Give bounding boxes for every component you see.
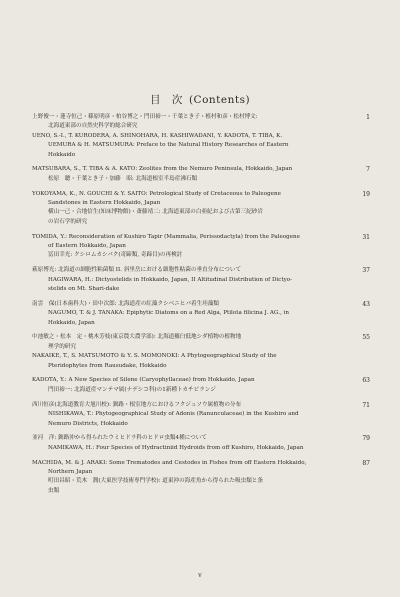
title-japanese: 目 次 bbox=[149, 94, 183, 106]
toc-page-number: 43 bbox=[362, 300, 370, 308]
toc-entry-line: Nemuro Districts, Hokkaido bbox=[48, 420, 128, 427]
toc-entry-line: TOMIDA, Y.: Reconsideration of Kushiro Tapir (Mammalia, Perissodactyla) from the Paleogene bbox=[32, 233, 300, 240]
toc-entry-line: 北海道東部の自然史科学的総合研究 bbox=[48, 123, 138, 130]
toc-page-number: 37 bbox=[362, 267, 370, 275]
toc-entry-line: YOKOYAMA, K., N. GOUCHI & Y. SAITO: Petrological Study of Cretaceous to Paleogene bbox=[32, 190, 281, 197]
toc-entry-line: stelids on Mt. Shari-dake bbox=[48, 286, 120, 293]
table-of-contents bbox=[32, 113, 370, 502]
toc-entry-line: 理学的研究 bbox=[48, 343, 76, 350]
toc-page-number: 1 bbox=[366, 114, 370, 121]
toc-page-number: 79 bbox=[362, 435, 370, 443]
toc-entry-line: Sandstones in Eastern Hokkaido, Japan bbox=[48, 200, 161, 207]
toc-page-number: 87 bbox=[362, 459, 370, 467]
toc-entry bbox=[32, 300, 370, 328]
toc-entry-line: 萩原博光: 北海道の細胞性粘菌類 II. 斜里岳における細胞性粘菌の垂直分布について bbox=[32, 267, 242, 274]
toc-entry-line: KADOTA, Y.: A New Species of Silene (Caryophyllaceae) from Hokkaido, Japan bbox=[32, 377, 255, 384]
toc-entry-line: Hokkaido bbox=[48, 151, 76, 158]
toc-entry-line: 町田昌昭・荒木 潤(大東医学技術専門学校): 道東沖の海産魚から得られた吸虫類と条 bbox=[48, 478, 263, 485]
toc-entry-line: 門田裕一: 北海道産マンテマ属(ナデシコ科)の1新種トカチビランジ bbox=[48, 386, 216, 393]
toc-entry-line: 中池敏之・松本 定・桃木芳枝(東京農大農学部): 北海道羅臼低地シダ植物の植物地 bbox=[32, 334, 242, 341]
toc-entry bbox=[32, 190, 370, 228]
toc-entry bbox=[32, 333, 370, 371]
page-title bbox=[0, 92, 400, 107]
toc-entry-line: MATSUBARA, S., T. TIBA & A. KATO: Zeolites from the Nemuro Peninsula, Hokkaido, Japan bbox=[32, 166, 293, 173]
toc-entry-line: Pteridophytes from Rausudake, Hokkaido bbox=[48, 362, 167, 369]
toc-entry-line: of Eastern Hokkaido, Japan bbox=[48, 243, 126, 250]
toc-entry-line: 南雲 保(日本歯科大)・田中次郎: 北海道産の紅藻クシベニヒバ着生珪藻類 bbox=[32, 300, 220, 307]
toc-page-number: 71 bbox=[362, 401, 370, 409]
toc-entry-line: NAGUMO, T. & J. TANAKA: Epiphytic Diatoms on a Red Alga, Ptilota filicina J. AG., in bbox=[48, 310, 289, 317]
toc-entry-line: Hokkaido, Japan bbox=[48, 319, 95, 326]
page-footer-number: v bbox=[198, 572, 202, 579]
toc-entry-line: の岩石学的研究 bbox=[48, 218, 88, 225]
toc-entry-line: MACHIDA, M. & J. ARAKI: Some Trematodes and Cestodes in Fishes from off Eastern Hokkaido, bbox=[32, 459, 307, 466]
toc-entry bbox=[32, 266, 370, 294]
toc-entry-line: NAKAIKE, T., S. MATSUMOTO & Y. S. MOMONOKI: A Phytogeographical Study of the bbox=[32, 353, 277, 360]
toc-entry-line: UENO, S.-I., T. KURODERA, A. SHINOHARA, H. KASHIWADANI, Y. KADOTA, T. TIBA, K. bbox=[32, 132, 283, 139]
toc-entry bbox=[32, 165, 370, 184]
toc-entry-line: 上野俊一・蓮寺恒己・篠原明彦・柏谷博之・門田裕一・千葉とき子・植村和彦・松村博文: bbox=[32, 114, 258, 120]
toc-entry bbox=[32, 113, 370, 160]
toc-entry bbox=[32, 459, 370, 497]
title-english: (Contents) bbox=[188, 94, 251, 106]
toc-entry bbox=[32, 376, 370, 395]
toc-entry-line: Northern Japan bbox=[48, 468, 93, 475]
toc-entry-line: UEMURA & H. MATSUMURA: Preface to the Natural History Researches of Eastern bbox=[48, 142, 289, 149]
toc-entry-line: 松原 聰・千葉とき子・加藤 昭: 北海道根室半島産沸石類 bbox=[48, 175, 198, 182]
toc-page-number: 7 bbox=[366, 166, 370, 174]
toc-entry-line: 冨田幸光: クシロムカシバク(奇蹄類, 奇蹄目)の再検討 bbox=[48, 252, 183, 259]
toc-entry-line: HAGIWARA, H.: Dictyostelids in Hokkaido, Japan, II Altitudinal Distribution of Dictyo- bbox=[48, 276, 293, 283]
toc-page-number: 19 bbox=[362, 190, 370, 198]
toc-entry-line: 並河 洋: 釧路沖から得られたウミヒドラ科のヒドロ虫類4種について bbox=[32, 435, 207, 442]
toc-entry bbox=[32, 434, 370, 453]
toc-page-number: 55 bbox=[362, 334, 370, 342]
toc-entry-line: 虫類 bbox=[48, 487, 60, 494]
toc-entry-line: NISHIKAWA, T.: Phytogeographical Study of Adonis (Ranunculaceae) in the Kushiro and bbox=[48, 411, 299, 418]
toc-page-number: 63 bbox=[362, 377, 370, 385]
toc-entry bbox=[32, 233, 370, 261]
toc-page-number: 31 bbox=[362, 233, 370, 241]
toc-entry bbox=[32, 401, 370, 429]
toc-entry-line: 西川恒彦(北海道教育大旭川校): 釧路・根室地方におけるフクジュソウ属植物の分布 bbox=[32, 401, 242, 408]
toc-entry-line: NAMIKAWA, H.: Four Species of Hydractiniid Hydroids from off Kushiro, Hokkaido, Japan bbox=[48, 444, 304, 451]
toc-entry-line: 横山一己・合地信生(知床博物館)・斎藤靖二: 北海道東部の白亜紀および古第三紀砂岩 bbox=[48, 209, 263, 216]
